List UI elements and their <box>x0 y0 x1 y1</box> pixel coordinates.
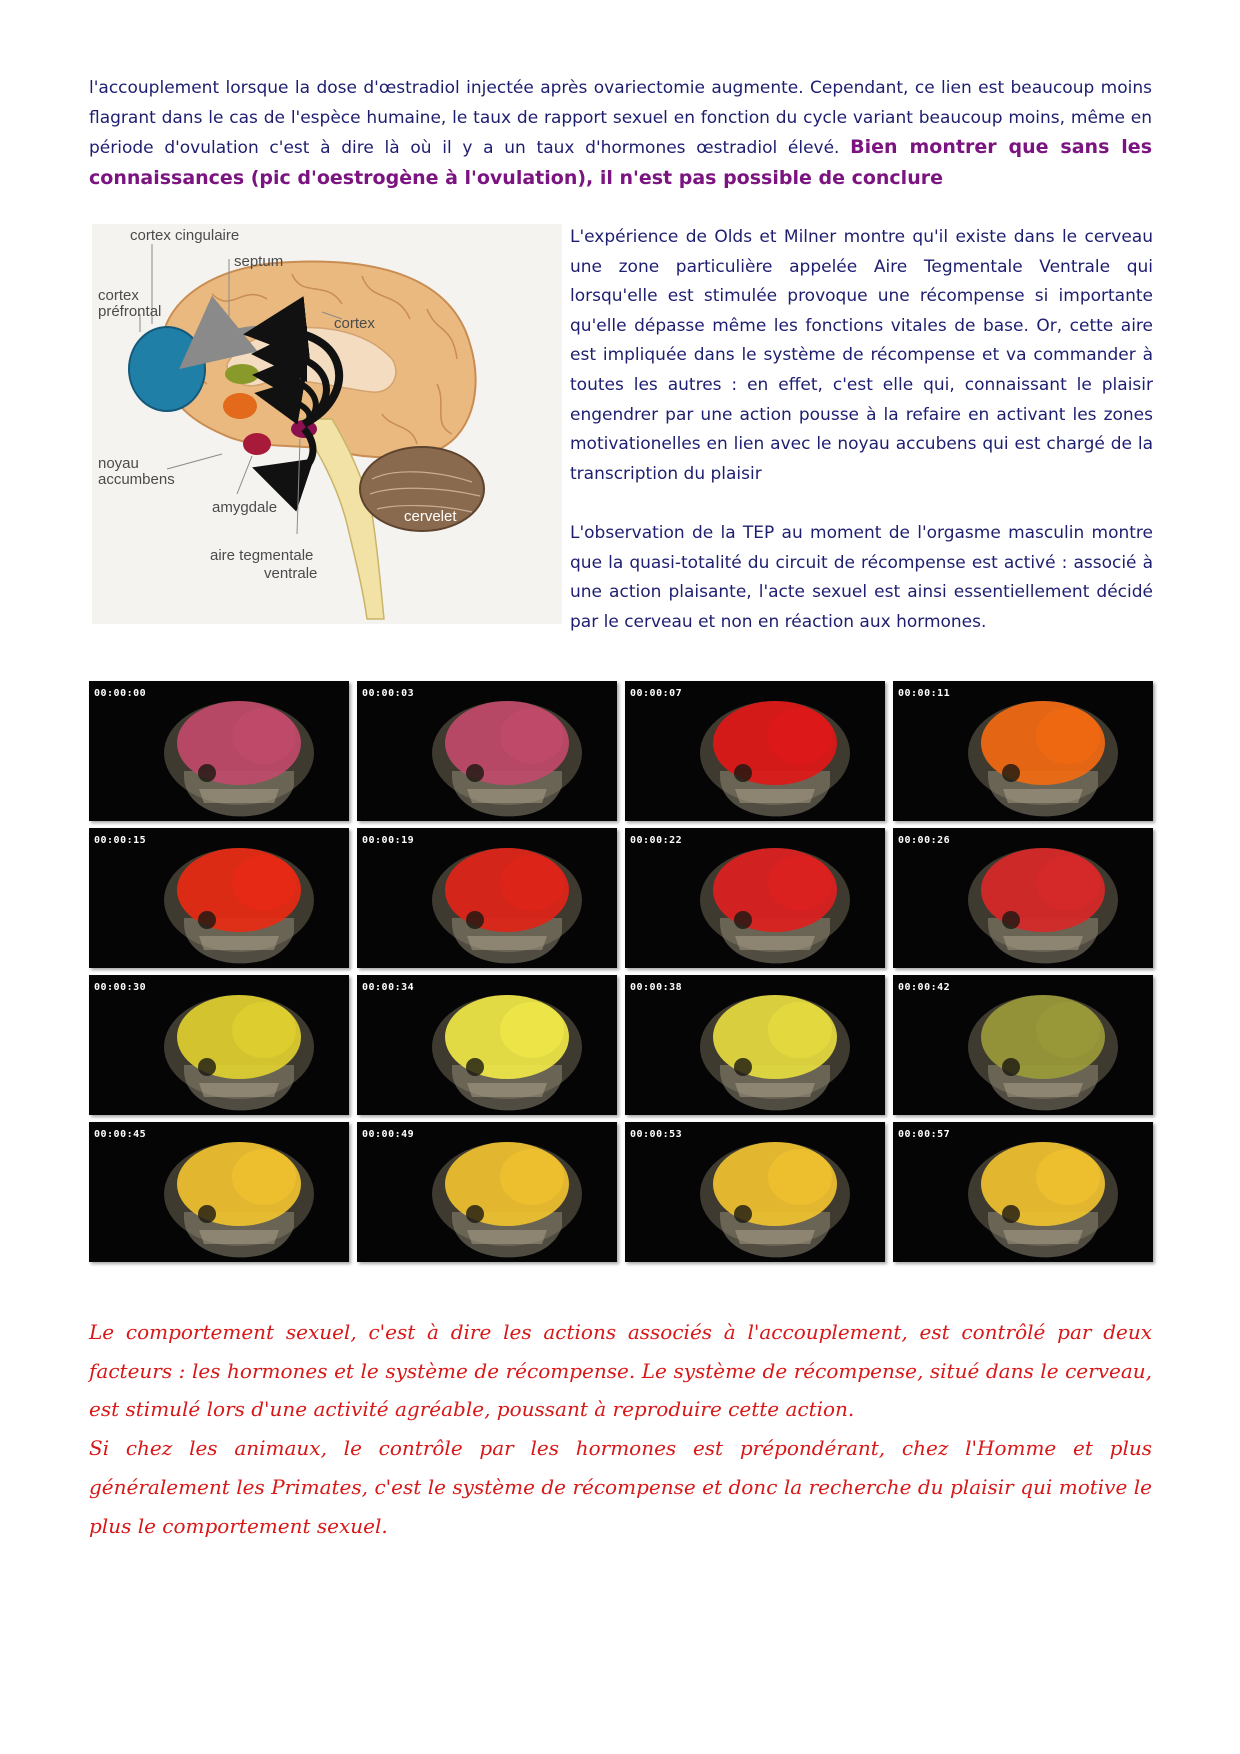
brain-reward-diagram <box>92 224 562 624</box>
label-cervelet: cervelet <box>404 508 457 525</box>
tep-frame <box>357 681 617 821</box>
tep-skull-image <box>357 681 617 821</box>
tep-timestamp: 00:00:26 <box>898 835 951 846</box>
tep-timestamp: 00:00:45 <box>94 1129 147 1140</box>
tep-frame <box>89 1122 349 1262</box>
tep-scan-grid <box>89 681 1155 1262</box>
label-noyau-accumbens-1: noyau <box>98 455 139 472</box>
tep-frame <box>893 1122 1153 1262</box>
tep-skull-image <box>893 681 1153 821</box>
tep-skull-image <box>89 681 349 821</box>
tep-skull-image <box>893 975 1153 1115</box>
tep-skull-image <box>625 1122 885 1262</box>
tep-timestamp: 00:00:11 <box>898 688 951 699</box>
tep-skull-image <box>625 975 885 1115</box>
tep-skull-image <box>357 1122 617 1262</box>
tep-skull-image <box>89 828 349 968</box>
tep-timestamp: 00:00:57 <box>898 1129 951 1140</box>
tep-observation-paragraph: L'observation de la TEP au moment de l'orgasme masculin montre que la quasi-totalité du circuit de récompense est activé : associé à une action plaisante, l'acte sexuel est ainsi essentiellement décidé par le cerveau et non en réaction aux hormones. <box>570 522 1153 632</box>
tep-timestamp: 00:00:03 <box>362 688 415 699</box>
tep-frame <box>357 975 617 1115</box>
prefrontal-cortex-region <box>129 327 205 411</box>
tep-frame <box>625 1122 885 1262</box>
right-column-text <box>570 223 1153 637</box>
tep-timestamp: 00:00:34 <box>362 982 415 993</box>
tep-frame <box>893 828 1153 968</box>
tep-frame <box>89 828 349 968</box>
tep-timestamp: 00:00:42 <box>898 982 951 993</box>
tep-frame <box>625 828 885 968</box>
brain-diagram-svg <box>92 224 562 624</box>
tep-skull-image <box>89 975 349 1115</box>
intro-text: l'accouplement lorsque la dose d'œstradiol injectée après ovariectomie augmente. Cependant, ce lien est beaucoup moins flagrant dans le cas de l'espèce humaine, le taux de rapport sexuel en fonction du cycle variant beaucoup moins, même en période d'ovulation c'est à dire là où il y a un taux d'hormones œstradiol élevé. <box>89 78 1152 158</box>
tep-timestamp: 00:00:15 <box>94 835 147 846</box>
tep-skull-image <box>893 1122 1153 1262</box>
label-septum: septum <box>234 253 284 270</box>
tep-timestamp: 00:00:53 <box>630 1129 683 1140</box>
conclusion-paragraph-1: Le comportement sexuel, c'est à dire les actions associés à l'accouplement, est contrôlé par deux facteurs : les hormones et le système de récompense. Le système de récompense, situé dans le cerveau, est stimulé lors d'une activité agréable, poussant à reproduire cette action. <box>89 1320 1152 1422</box>
tep-timestamp: 00:00:07 <box>630 688 683 699</box>
label-noyau-accumbens-2: accumbens <box>98 471 175 488</box>
tep-timestamp: 00:00:30 <box>94 982 147 993</box>
tep-skull-image <box>625 681 885 821</box>
label-cortex: cortex <box>334 315 375 332</box>
tep-timestamp: 00:00:19 <box>362 835 415 846</box>
tep-timestamp: 00:00:38 <box>630 982 683 993</box>
tep-skull-image <box>893 828 1153 968</box>
tep-frame <box>625 975 885 1115</box>
tep-skull-image <box>625 828 885 968</box>
tep-frame <box>357 828 617 968</box>
intro-emphasis: Bien montrer que sans les connaissances (pic d'oestrogène à l'ovulation), il n'est pas possible de conclure <box>89 136 1153 189</box>
intro-paragraph <box>89 74 1152 194</box>
conclusion-paragraph-2: Si chez les animaux, le contrôle par les hormones est prépondérant, chez l'Homme et plus généralement les Primates, c'est le système de récompense et donc la recherche du plaisir qui motive le plus le comportement sexuel. <box>89 1436 1152 1538</box>
tep-frame <box>89 681 349 821</box>
tep-skull-image <box>357 828 617 968</box>
tep-frame <box>893 975 1153 1115</box>
tep-frame <box>89 975 349 1115</box>
tep-skull-image <box>89 1122 349 1262</box>
label-aire-tegmentale-2: ventrale <box>264 565 318 582</box>
tep-frame <box>357 1122 617 1262</box>
tep-skull-image <box>357 975 617 1115</box>
tep-timestamp: 00:00:22 <box>630 835 683 846</box>
accumbens-nucleus <box>223 393 257 419</box>
conclusion-block <box>89 1313 1152 1545</box>
amygdala-nucleus <box>243 433 271 455</box>
tep-timestamp: 00:00:00 <box>94 688 147 699</box>
label-cortex-prefrontal-2: préfrontal <box>98 303 162 320</box>
label-amygdale: amygdale <box>212 499 278 516</box>
olds-milner-paragraph: L'expérience de Olds et Milner montre qu'il existe dans le cerveau une zone particulière appelée Aire Tegmentale Ventrale qui lorsqu'elle est stimulée provoque une récompense si importante qu'elle dépasse même les fonctions vitales de base. Or, cette aire est impliquée dans le système de récompense et va commander à toutes les autres : en effet, c'est elle qui, connaissant le plaisir engendrer par une action pousse à la refaire en activant les zones motivationelles en lien avec le noyau accubens qui est chargé de la transcription du plaisir <box>570 227 1153 484</box>
tep-timestamp: 00:00:49 <box>362 1129 415 1140</box>
cingulate-nucleus <box>225 364 259 384</box>
label-aire-tegmentale-1: aire tegmentale <box>210 547 314 564</box>
tep-frame <box>625 681 885 821</box>
tep-frame <box>893 681 1153 821</box>
label-cortex-prefrontal-1: cortex <box>98 287 139 304</box>
label-cortex-cingulaire: cortex cingulaire <box>130 227 240 244</box>
